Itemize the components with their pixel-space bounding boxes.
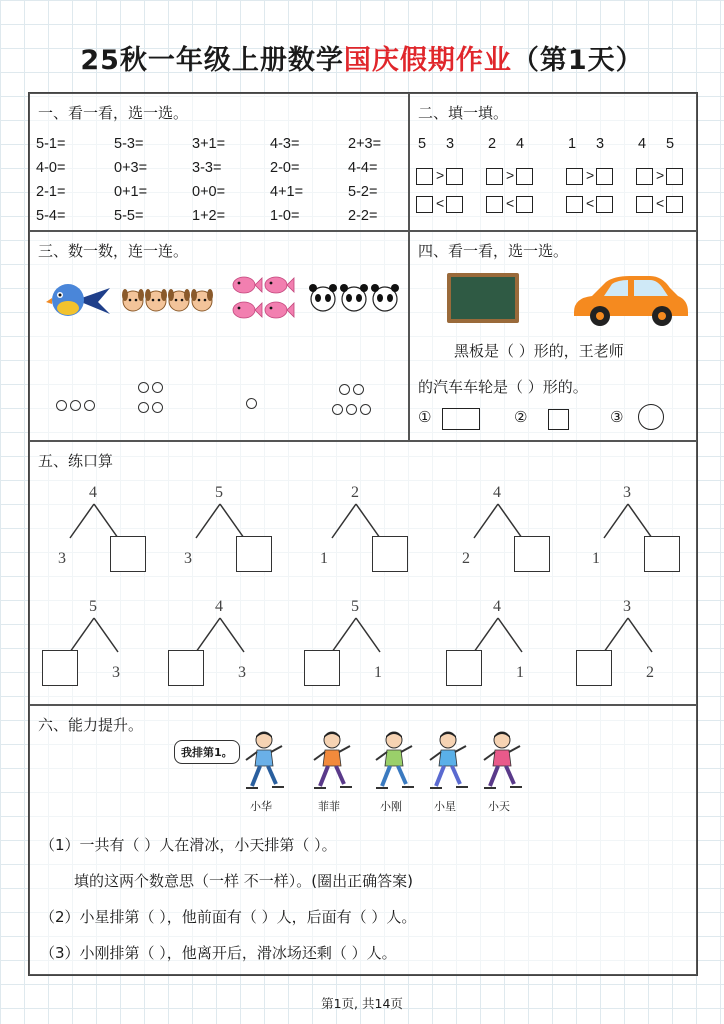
bond-part: 3: [112, 664, 120, 681]
greater-sign: >: [506, 167, 515, 183]
skater-name: 菲菲: [318, 800, 340, 813]
answer-box[interactable]: [486, 168, 503, 185]
answer-box[interactable]: [566, 196, 583, 213]
equation[interactable]: 4-4=: [348, 160, 378, 176]
equation[interactable]: 0+1=: [114, 184, 148, 200]
circle-group-3[interactable]: [56, 396, 98, 415]
equation[interactable]: 0+3=: [114, 160, 148, 176]
bond-part: 1: [592, 550, 600, 567]
skater-figure: [242, 730, 286, 792]
answer-box[interactable]: [486, 196, 503, 213]
less-sign: <: [506, 195, 515, 211]
equation[interactable]: 5-3=: [114, 136, 144, 152]
compare-number-left: 2: [488, 136, 497, 152]
equation[interactable]: 2-2=: [348, 208, 378, 224]
bond-answer-box[interactable]: [168, 650, 204, 686]
skater-name: 小天: [488, 800, 510, 813]
question-6-1: （1）一共有（ ）人在滑冰，小天排第（ ）。: [40, 836, 337, 854]
skater-figure: [480, 730, 524, 792]
equation[interactable]: 5-1=: [36, 136, 66, 152]
title-main: 25秋一年级上册数学: [80, 45, 344, 76]
skater-name: 小华: [250, 800, 272, 813]
answer-box[interactable]: [636, 196, 653, 213]
equation[interactable]: 5-5=: [114, 208, 144, 224]
skater-figure: [372, 730, 416, 792]
compare-number-left: 5: [418, 136, 427, 152]
bond-part: 2: [462, 550, 470, 567]
equation[interactable]: 2-0=: [270, 160, 300, 176]
less-sign: <: [436, 195, 445, 211]
option-2-label: ②: [514, 408, 528, 426]
equation[interactable]: 4-0=: [36, 160, 66, 176]
greater-sign: >: [586, 167, 595, 183]
answer-box[interactable]: [596, 196, 613, 213]
car-icon: [570, 272, 690, 328]
section-4: [409, 231, 697, 441]
page-footer: 第1页, 共14页: [321, 996, 403, 1011]
skater-name: 小刚: [380, 800, 402, 813]
bond-part: 3: [184, 550, 192, 567]
section-5-title: 五、练口算: [38, 452, 114, 470]
speech-bubble: 我排第1。: [174, 740, 240, 764]
bond-answer-box[interactable]: [304, 650, 340, 686]
page-title: [0, 38, 724, 77]
bond-total: 3: [623, 484, 631, 501]
section-1: [29, 93, 409, 231]
section-6: [29, 705, 697, 975]
option-circle[interactable]: [638, 404, 664, 430]
equation[interactable]: 4-3=: [270, 136, 300, 152]
equation[interactable]: 3+1=: [192, 136, 226, 152]
section-1-title: 一、看一看，选一选。: [38, 104, 189, 122]
section-4-title: 四、看一看，选一选。: [418, 242, 569, 260]
option-1-label: ①: [418, 408, 432, 426]
answer-box[interactable]: [666, 168, 683, 185]
bond-answer-box[interactable]: [644, 536, 680, 572]
bird-icon: [46, 280, 112, 320]
compare-number-right: 3: [446, 136, 455, 152]
skater-name: 小星: [434, 800, 456, 813]
circle-group-4[interactable]: [138, 378, 172, 417]
question-6-2: （2）小星排第（ ），他前面有（ ）人，后面有（ ）人。: [40, 908, 417, 926]
equation[interactable]: 4+1=: [270, 184, 304, 200]
answer-box[interactable]: [516, 196, 533, 213]
bond-total: 4: [493, 598, 501, 615]
greater-sign: >: [436, 167, 445, 183]
dogs-icon: [122, 284, 216, 318]
bond-total: 5: [89, 598, 97, 615]
less-sign: <: [656, 195, 665, 211]
less-sign: <: [586, 195, 595, 211]
blackboard-icon: [446, 272, 520, 324]
equation[interactable]: 5-2=: [348, 184, 378, 200]
circle-group-5[interactable]: [328, 380, 378, 419]
question-4-line2: 的汽车车轮是（ ）形的。: [418, 378, 588, 396]
compare-number-left: 4: [638, 136, 647, 152]
section-2-title: 二、填一填。: [418, 104, 509, 122]
answer-box[interactable]: [416, 196, 433, 213]
equation[interactable]: 1-0=: [270, 208, 300, 224]
section-5: [29, 441, 697, 705]
bond-part: 2: [646, 664, 654, 681]
section-3-title: 三、数一数，连一连。: [38, 242, 189, 260]
greater-sign: >: [656, 167, 665, 183]
equation[interactable]: 5-4=: [36, 208, 66, 224]
equation[interactable]: 1+2=: [192, 208, 226, 224]
bond-total: 4: [89, 484, 97, 501]
circle-group-1[interactable]: [246, 394, 260, 413]
fish-icon: [230, 272, 296, 324]
question-6-1b: 填的这两个数意思（一样 不一样）。(圈出正确答案): [74, 872, 413, 890]
bond-total: 5: [351, 598, 359, 615]
answer-box[interactable]: [516, 168, 533, 185]
bond-answer-box[interactable]: [514, 536, 550, 572]
bond-total: 4: [215, 598, 223, 615]
compare-number-right: 4: [516, 136, 525, 152]
section-2: [409, 93, 697, 231]
bond-part: 3: [238, 664, 246, 681]
answer-box[interactable]: [446, 168, 463, 185]
bond-answer-box[interactable]: [446, 650, 482, 686]
option-square[interactable]: [548, 409, 569, 430]
bond-total: 5: [215, 484, 223, 501]
section-3: [29, 231, 409, 441]
skater-figure: [426, 730, 470, 792]
equation[interactable]: 3-3=: [192, 160, 222, 176]
equation[interactable]: 2+3=: [348, 136, 382, 152]
pandas-icon: [308, 282, 400, 314]
answer-box[interactable]: [596, 168, 613, 185]
bond-answer-box[interactable]: [236, 536, 272, 572]
answer-box[interactable]: [636, 168, 653, 185]
answer-box[interactable]: [666, 196, 683, 213]
bond-total: 3: [623, 598, 631, 615]
option-rectangle[interactable]: [442, 408, 480, 430]
compare-number-left: 1: [568, 136, 577, 152]
title-day: （第1天）: [511, 45, 644, 76]
bond-part: 1: [320, 550, 328, 567]
question-4-line1: 黑板是（ ）形的，王老师: [454, 342, 624, 360]
answer-box[interactable]: [566, 168, 583, 185]
bond-part: 1: [374, 664, 382, 681]
worksheet: [28, 92, 698, 976]
bond-part: 3: [58, 550, 66, 567]
bond-answer-box[interactable]: [42, 650, 78, 686]
skater-figure: [310, 730, 354, 792]
answer-box[interactable]: [416, 168, 433, 185]
option-3-label: ③: [610, 408, 624, 426]
bond-total: 2: [351, 484, 359, 501]
answer-box[interactable]: [446, 196, 463, 213]
title-highlight: 国庆假期作业: [343, 45, 512, 76]
equation[interactable]: 0+0=: [192, 184, 226, 200]
bond-total: 4: [493, 484, 501, 501]
bond-answer-box[interactable]: [372, 536, 408, 572]
equation[interactable]: 2-1=: [36, 184, 66, 200]
bond-answer-box[interactable]: [576, 650, 612, 686]
compare-number-right: 3: [596, 136, 605, 152]
bond-answer-box[interactable]: [110, 536, 146, 572]
compare-number-right: 5: [666, 136, 675, 152]
question-6-3: （3）小刚排第（ ），他离开后，滑冰场还剩（ ）人。: [40, 944, 397, 962]
bond-part: 1: [516, 664, 524, 681]
section-6-title: 六、能力提升。: [38, 716, 144, 734]
